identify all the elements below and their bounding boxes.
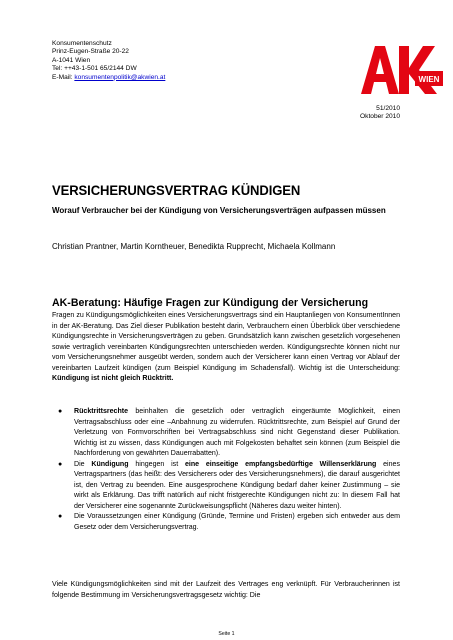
- bullet-list: [52, 407, 400, 533]
- bullet-2-bold: Kündigung: [91, 460, 129, 468]
- bullet-1-text: beinhalten die gesetzlich oder vertraglich eingeräumte Möglichkeit, einen Vertragsabschluss oder eine –Anbahnung zu widerrufen. Rücktrittsrechte, zum Beispiel auf Grund der Verletzung von Formvorschriften bei Vertragsabschluss sind nicht Gegenstand dieser Publikation. Wichtig ist zu wissen, dass Kündigungen auch mit Folgekosten behaftet sein können (zum Beispiel die Nachforderung von gewährten Dauerrabatten).: [74, 408, 400, 457]
- document-subtitle: Worauf Verbraucher bei der Kündigung von Versicherungsverträgen aufpassen müssen: [52, 206, 386, 215]
- bullet-icon: ●: [58, 408, 63, 415]
- ak-logo-icon: [361, 38, 443, 106]
- section-heading: AK-Beratung: Häufige Fragen zur Kündigung der Versicherung: [52, 297, 369, 309]
- document-title: VERSICHERUNGSVERTRAG KÜNDIGEN: [52, 183, 301, 199]
- sender-org: Konsumentenschutz: [52, 40, 112, 47]
- document-number: 51/2010: [376, 105, 400, 112]
- ak-wien-logo: [361, 38, 443, 106]
- sender-email-link[interactable]: konsumentenpolitik@akwien.at: [74, 73, 166, 81]
- sender-phone: Tel: ++43-1-501 65/2144 DW: [52, 65, 137, 73]
- bullet-icon: ●: [58, 513, 63, 520]
- page-footer: Seite 1: [218, 631, 235, 637]
- intro-paragraph: [52, 311, 400, 385]
- closing-paragraph: Viele Kündigungsmöglichkeiten sind mit der Laufzeit des Vertrages eng verknüpft. Für Verbraucherinnen ist folgende Bestimmung im Versicherungsvertragsgesetz wichtig: Die: [52, 581, 400, 599]
- bullet-3-text: Die Voraussetzungen einer Kündigung (Gründe, Termine und Fristen) ergeben sich entweder aus dem Gesetz oder dem Versicherungsvertrag.: [74, 513, 400, 531]
- bullet-2-bold2: eine einseitige empfangsbedürftige Willenserklärung: [184, 460, 377, 468]
- intro-text: Fragen zu Kündigungsmöglichkeiten eines Versicherungsvertrags sind ein Hauptanliegen von KonsumentInnen in der AK-Beratung. Das Ziel dieser Publikation besteht darin, Verbrauchern einen Überblick über verschiedene Kündigungsrechte in Versicherungsverträgen zu geben. Grundsätzlich kann zwischen gesetzlich vorgesehenen sowie vertraglich vereinbarten Kündigungsrechten unterschieden werden. Kündigungsrechte können nicht nur vom Versicherungsnehmer ausgeübt werden, sondern auch der Versicherer kann einen Vertrag vor Ablauf der vereinbarten Laufzeit kündigen (zum Beispiel Kündigung im Schadensfall). Wichtig ist die Unterscheidung:: [52, 312, 400, 372]
- bullet-icon: ●: [58, 460, 63, 468]
- bullet-2-text: eines Vertragspartners (das heißt: des Versicherers oder des Versicherungsnehmers), die darauf ausgerichtet ist, den Vertrag zu beenden. Eine ausgesprochene Kündigung bedarf daher keiner Zustimmung – sie wirkt als Erklärung. Das trifft natürlich auf nicht fristgerechte Kündigungen nicht zu: In diesem Fall hat der Versicherer eine sogenannte Zurückweisungspflicht (Näheres dazu weiter hinten).: [74, 460, 400, 510]
- bullet-2-mid: hingegen ist: [128, 460, 185, 468]
- logo-city-text: WIEN: [418, 75, 440, 84]
- intro-bold: Kündigung ist nicht gleich Rücktritt.: [52, 375, 174, 382]
- bullet-2-pre: Die: [74, 460, 92, 468]
- sender-city: A-1041 Wien: [52, 56, 91, 64]
- list-item: [52, 512, 400, 533]
- document-authors: Christian Prantner, Martin Korntheuer, Benedikta Rupprecht, Michaela Kollmann: [52, 242, 336, 251]
- sender-email-line: [52, 74, 165, 82]
- sender-address-block: [52, 40, 165, 82]
- document-meta: [360, 105, 400, 122]
- list-item: [52, 460, 400, 513]
- sender-street: Prinz-Eugen-Straße 20-22: [52, 48, 129, 56]
- document-date: Oktober 2010: [360, 113, 400, 121]
- list-item: [52, 407, 400, 460]
- bullet-1-bold: Rücktrittsrechte: [74, 408, 129, 415]
- sender-email-label: E-Mail:: [52, 73, 75, 81]
